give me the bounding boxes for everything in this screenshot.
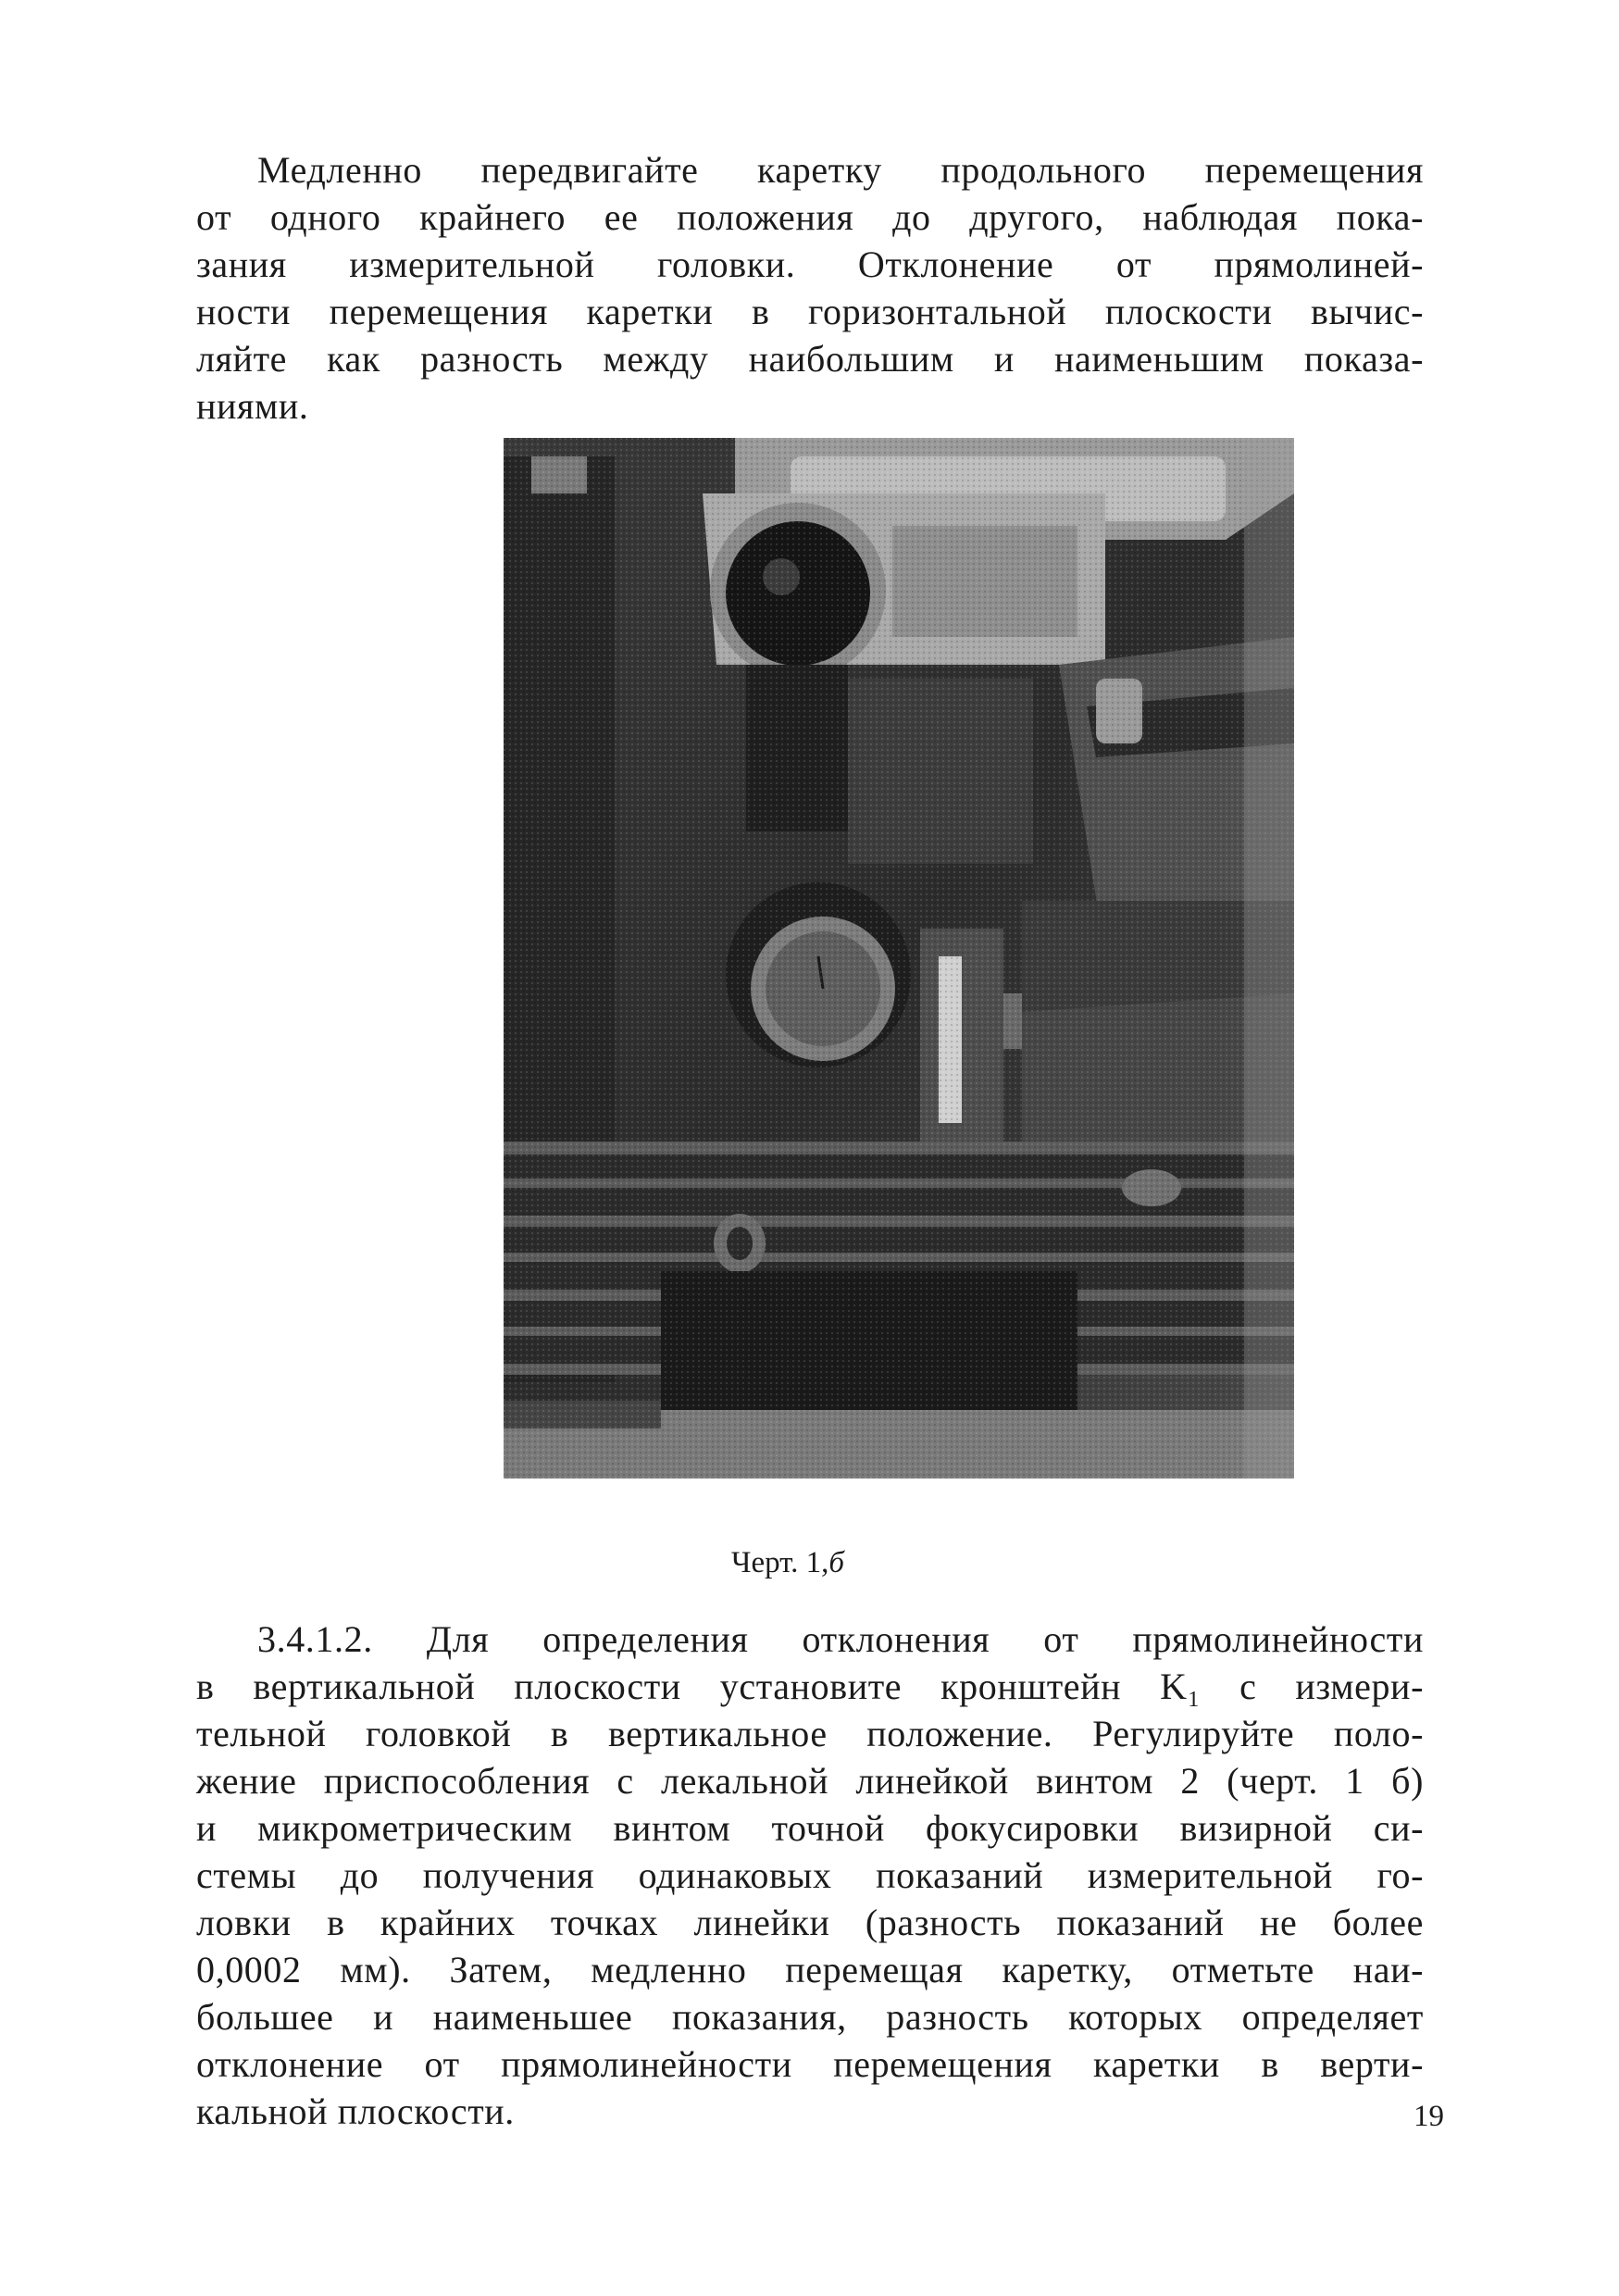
text-line: Медленно передвигайте каретку продольного перемещения [257,149,1424,191]
text-line: зания измерительной головки. Отклонение от прямолиней- [196,243,1424,285]
caption-prefix: Черт. 1, [731,1546,829,1579]
text-line: тельной головкой в вертикальное положение. Регулируйте поло- [196,1713,1424,1754]
text-line: ляйте как разность между наибольшим и наименьшим показа- [196,338,1424,380]
text-line: в вертикальной плоскости установите кронштейн K₁ с измери- [196,1666,1424,1707]
text-line: 0,0002 мм). Затем, медленно перемещая каретку, отметьте наи- [196,1949,1424,1990]
figure-caption [731,1544,916,1581]
text-line: жение приспособления с лекальной линейкой винтом 2 (черт. 1 б) [196,1760,1424,1802]
text-line: ловки в крайних точках линейки (разность показаний не более [196,1902,1424,1943]
text-line: большее и наименьшее показания, разность которых определяет [196,1996,1424,2038]
paragraph-3-4-1-2 [196,1616,1424,2135]
text-line: и микрометрическим винтом точной фокусировки визирной си- [196,1807,1424,1849]
text-line: 3.4.1.2. Для определения отклонения от прямолинейности [257,1618,1424,1660]
page-number: 19 [1414,2100,1444,2133]
text-line: кальной плоскости. [196,2090,515,2132]
text-line: стемы до получения одинаковых показаний измерительной го- [196,1854,1424,1896]
paragraph-horizontal-check [196,146,1424,430]
figure-photo-microscope-carriage [504,438,1294,1479]
text-line: от одного крайнего ее положения до другого, наблюдая пока- [196,196,1424,238]
text-line: ниями. [196,385,309,427]
photo-image [504,438,1294,1479]
text-line: ности перемещения каретки в горизонтальной плоскости вычис- [196,291,1424,332]
text-line: отклонение от прямолинейности перемещения каретки в верти- [196,2043,1424,2085]
caption-suffix: б [828,1546,844,1579]
